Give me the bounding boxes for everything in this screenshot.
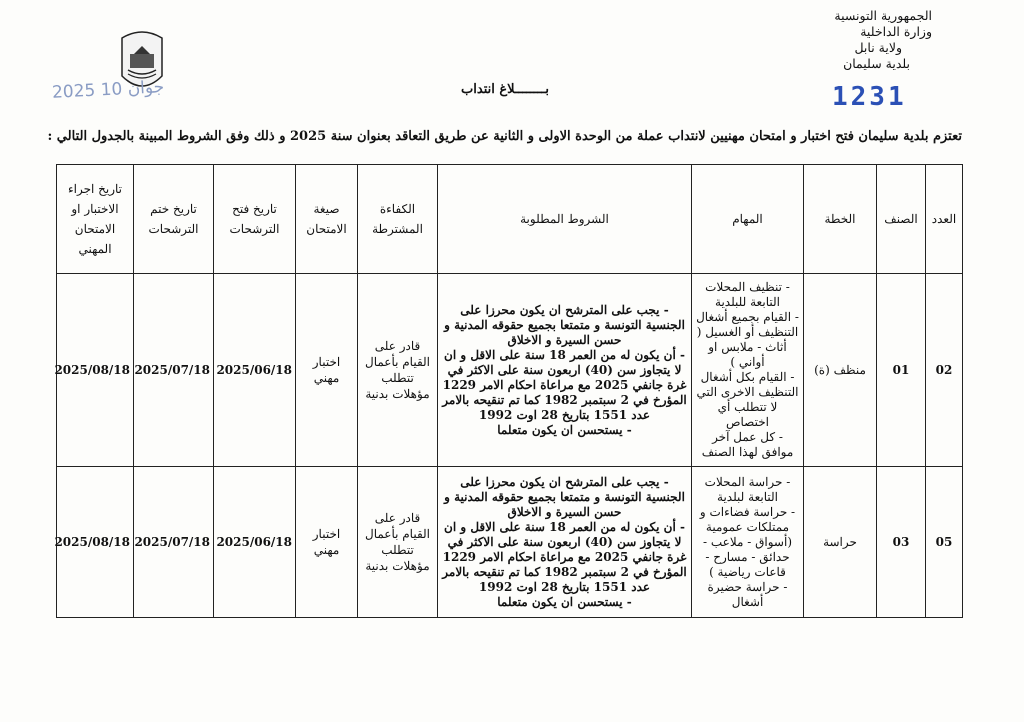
col-header-conditions: الشروط المطلوبة bbox=[438, 165, 692, 274]
col-header-exam-date: تاريخ اجراء الاختبار او الامتحان المهني bbox=[57, 165, 134, 274]
cell-category: 01 bbox=[877, 274, 926, 467]
cell-category: 03 bbox=[877, 467, 926, 618]
cell-close-date: 2025/07/18 bbox=[134, 274, 214, 467]
condition-item: - يجب على المترشح ان يكون محرزا على الجنسية التونسة و متمتعا بجميع حقوقه المدنية و حسن السيرة و الاخلاق bbox=[444, 474, 685, 519]
condition-item: - يستحسن ان يكون متعلما bbox=[497, 422, 632, 437]
task-item: - كل عمل آخر موافق لهذا الصنف bbox=[701, 430, 794, 459]
table-header-row bbox=[57, 165, 963, 274]
document-number: 1231 bbox=[832, 82, 907, 112]
cell-count: 05 bbox=[926, 467, 963, 618]
task-item: - القيام بجميع أشغال التنظيف أو الغسيل ( أثاث - ملابس او أواني ) bbox=[696, 310, 799, 369]
header-governorate: ولاية نابل bbox=[854, 40, 902, 55]
col-header-position: الخطة bbox=[804, 165, 877, 274]
table-row bbox=[57, 274, 963, 467]
header-ministry: وزارة الداخلية bbox=[860, 24, 932, 39]
cell-open-date: 2025/06/18 bbox=[214, 467, 296, 618]
condition-item: - يجب على المترشح ان يكون محرزا على الجنسية التونسة و متمتعا بجميع حقوقه المدنية و حسن السيرة و الاخلاق bbox=[444, 302, 685, 347]
col-header-exam-type: صيغة الامتحان bbox=[296, 165, 358, 274]
recruitment-table bbox=[56, 164, 963, 618]
cell-tasks bbox=[692, 467, 804, 618]
task-item: - القيام بكل أشغال التنظيف الاخرى التي لا تتطلب أي اختصاص bbox=[696, 370, 799, 429]
col-header-tasks: المهام bbox=[692, 165, 804, 274]
intro-paragraph: تعتزم بلدية سليمان فتح اختبار و امتحان مهنيين لانتداب عملة من الوحدة الاولى و الثانية عن طريق التعاقد بعنوان سنة 2025 و ذلك وفق الشروط المبينة بالجدول التالي : bbox=[47, 129, 962, 144]
condition-item: - أن يكون له من العمر 18 سنة على الاقل و ان لا يتجاوز سن (40) اربعون سنة على الاكثر في غرة جانفي 2025 مع مراعاة احكام الامر 1229 المؤرخ في 2 سبتمبر 1982 كما تم تنقيحه بالامر عدد 1551 بتاريخ 28 اوت 1992 bbox=[442, 347, 687, 422]
task-item: - حراسة حضيرة أشغال bbox=[707, 579, 788, 609]
cell-conditions bbox=[438, 467, 692, 618]
cell-open-date: 2025/06/18 bbox=[214, 274, 296, 467]
date-stamp: 2025 جوان 10 bbox=[51, 77, 165, 103]
cell-count: 02 bbox=[926, 274, 963, 467]
cell-competence: قادر على القيام بأعمال تتطلب مؤهلات بدنية bbox=[358, 274, 438, 467]
col-header-competence: الكفاءة المشترطة bbox=[358, 165, 438, 274]
col-header-count: العدد bbox=[926, 165, 963, 274]
header-block bbox=[732, 8, 932, 72]
col-header-open-date: تاريخ فتح الترشحات bbox=[214, 165, 296, 274]
cell-close-date: 2025/07/18 bbox=[134, 467, 214, 618]
header-municipality: بلدية سليمان bbox=[843, 56, 910, 71]
cell-tasks bbox=[692, 274, 804, 467]
cell-conditions bbox=[438, 274, 692, 467]
col-header-close-date: تاريخ ختم الترشحات bbox=[134, 165, 214, 274]
table-row bbox=[57, 467, 963, 618]
condition-item: - أن يكون له من العمر 18 سنة على الاقل و ان لا يتجاوز سن (40) اربعون سنة على الاكثر في غرة جانفي 2025 مع مراعاة احكام الامر 1229 المؤرخ في 2 سبتمبر 1982 كما تم تنقيحه بالامر عدد 1551 بتاريخ 28 اوت 1992 bbox=[442, 519, 687, 594]
task-item: - حراسة فضاءات و ممتلكات عمومية (أسواق - ملاعب - حدائق - مسارح - قاعات رياضية ) bbox=[699, 504, 796, 579]
cell-exam-date: 2025/08/18 bbox=[57, 274, 134, 467]
cell-position: حراسة bbox=[804, 467, 877, 618]
task-item: - تنظيف المحلات التابعة للبلدية bbox=[705, 280, 790, 309]
cell-exam-date: 2025/08/18 bbox=[57, 467, 134, 618]
cell-competence: قادر على القيام بأعمال تتطلب مؤهلات بدنية bbox=[358, 467, 438, 618]
cell-position: منظف (ة) bbox=[804, 274, 877, 467]
task-item: - حراسة المحلات التابعة لبلدية bbox=[704, 474, 791, 504]
condition-item: - يستحسن ان يكون متعلما bbox=[497, 594, 632, 609]
cell-exam-type: اختبار مهني bbox=[296, 467, 358, 618]
cell-exam-type: اختبار مهني bbox=[296, 274, 358, 467]
header-country: الجمهورية التونسية bbox=[834, 8, 932, 23]
col-header-category: الصنف bbox=[877, 165, 926, 274]
page-title: بــــــــلاغ انتداب bbox=[461, 82, 549, 97]
